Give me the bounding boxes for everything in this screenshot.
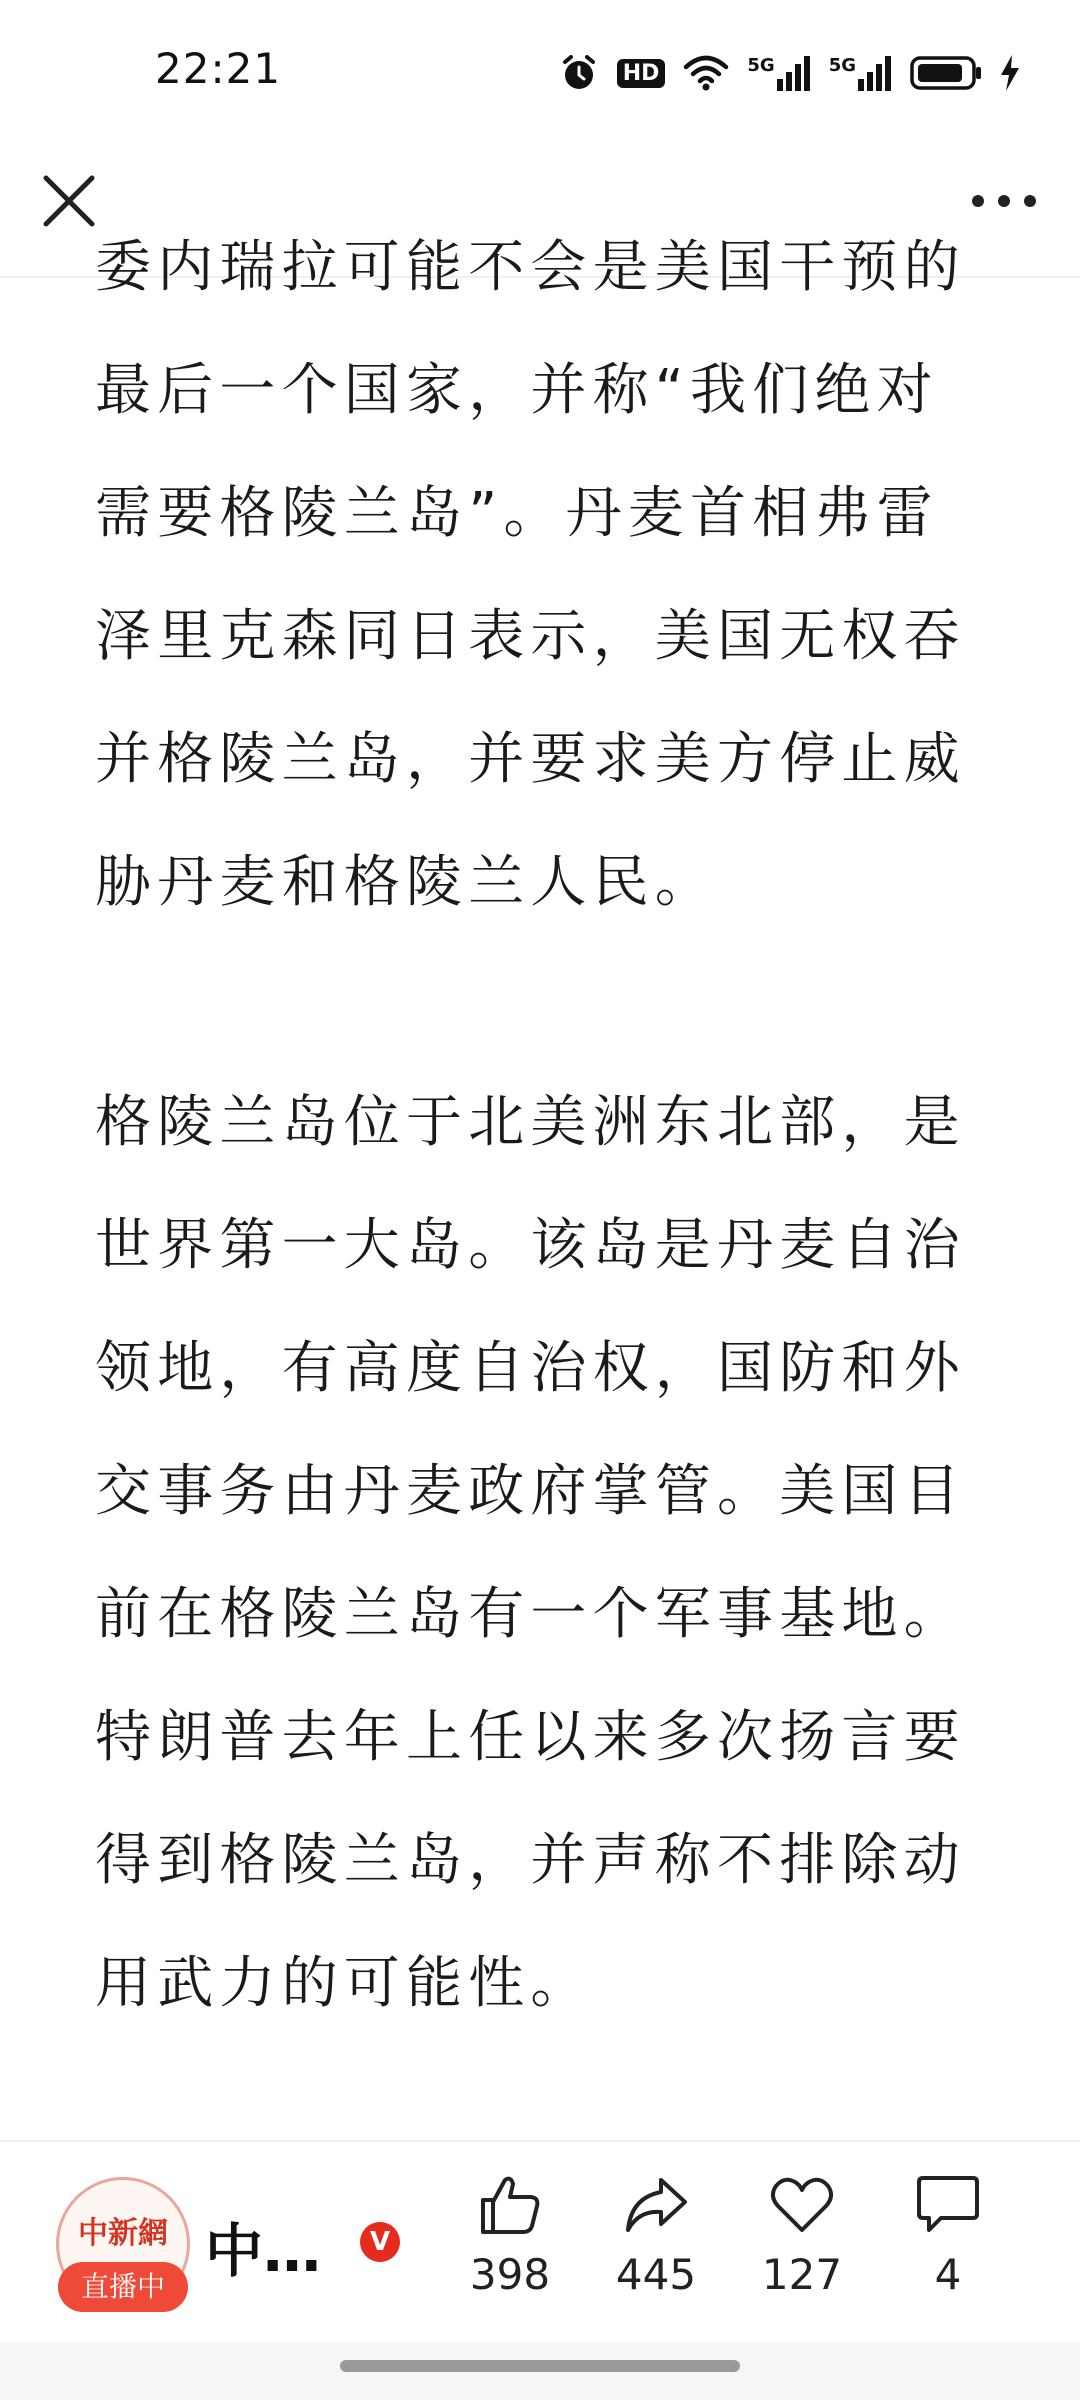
comment-bubble-icon [915, 2172, 981, 2238]
verified-badge: V [360, 2222, 400, 2262]
share-arrow-icon [623, 2172, 689, 2238]
article-paragraph: 委内瑞拉可能不会是美国干预的最后一个国家，并称“我们绝对需要格陵兰岛”。丹麦首相弗雷泽里克森同日表示，美国无权吞并格陵兰岛，并要求美方停止威胁丹麦和格陵兰人民。 [95, 235, 966, 915]
avatar-logo: 中新網 [78, 2216, 168, 2251]
like-button[interactable] [450, 2172, 570, 2299]
home-indicator[interactable] [340, 2360, 740, 2372]
status-time: 22:21 [155, 44, 282, 93]
live-badge[interactable]: 直播中 [58, 2262, 188, 2312]
status-icons [559, 50, 1020, 96]
hd-label: HD [622, 60, 660, 86]
network-label: 5G [828, 55, 856, 76]
article-paragraph: 格陵兰岛位于北美洲东北部，是世界第一大岛。该岛是丹麦自治领地，有高度自治权，国防和外交事务由丹麦政府掌管。美国目前在格陵兰岛有一个军事基地。特朗普去年上任以来多次扬言要得到格陵兰岛，并声称不排除动用武力的可能性。 [95, 1090, 966, 2016]
heart-icon [769, 2172, 835, 2238]
hd-icon [617, 59, 666, 88]
bottom-action-bar [0, 2142, 1080, 2342]
comment-button[interactable] [888, 2172, 1008, 2299]
article-body[interactable] [0, 235, 1080, 2140]
share-count: 445 [615, 2250, 697, 2299]
alarm-icon [559, 53, 599, 93]
close-button[interactable] [38, 170, 100, 232]
comment-count: 4 [934, 2250, 962, 2299]
gesture-navigation-area [0, 2342, 1080, 2400]
favorite-count: 127 [761, 2250, 843, 2299]
status-bar [0, 0, 1080, 150]
signal-5g-icon [747, 55, 810, 91]
battery-icon [910, 55, 982, 91]
network-label: 5G [747, 55, 775, 76]
author-name[interactable]: 中… [205, 2217, 322, 2285]
like-count: 398 [469, 2250, 551, 2299]
signal-5g-icon [829, 55, 892, 91]
close-icon [38, 170, 100, 232]
favorite-button[interactable] [742, 2172, 862, 2299]
share-button[interactable] [596, 2172, 716, 2299]
wifi-icon [683, 54, 729, 92]
thumbs-up-icon [477, 2172, 543, 2238]
charging-icon [1000, 55, 1020, 91]
